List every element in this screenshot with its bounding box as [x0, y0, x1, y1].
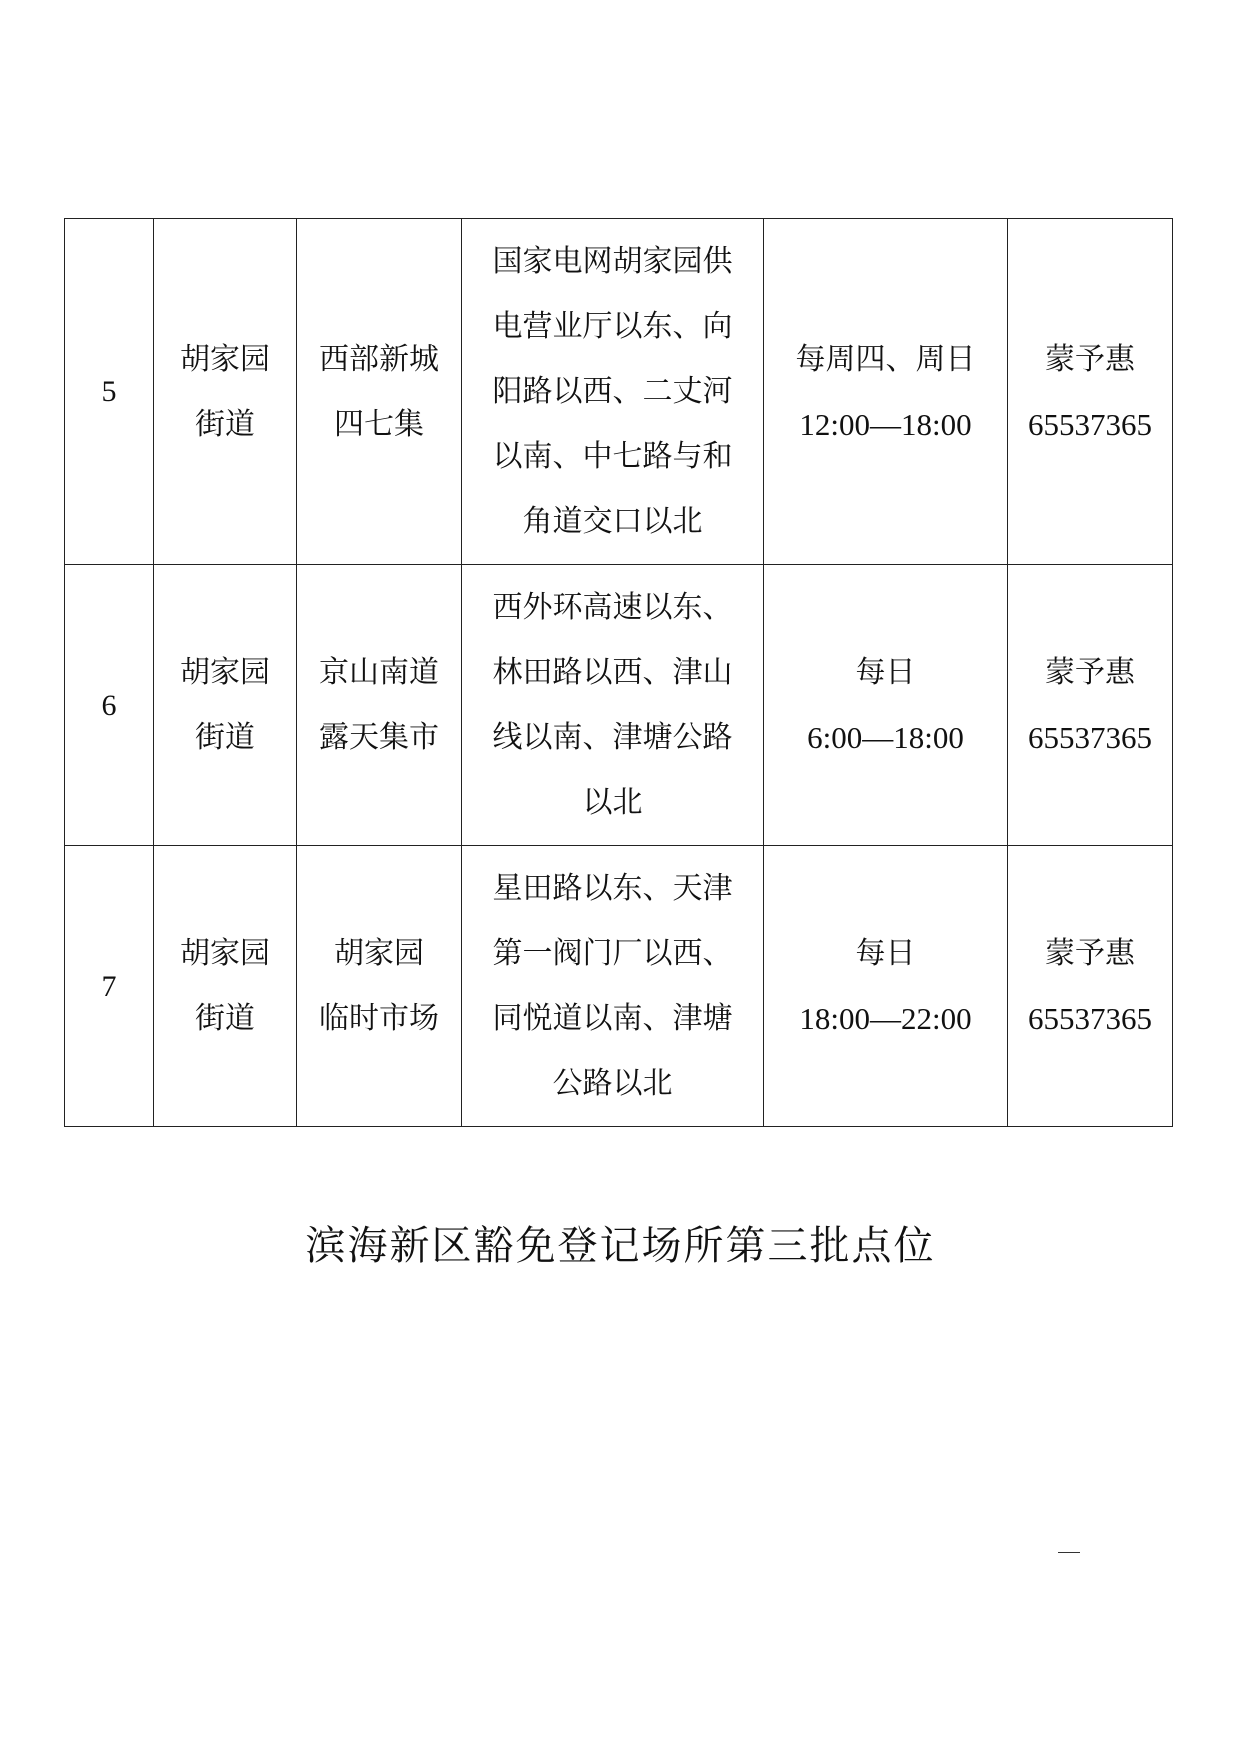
street-line: 胡家园	[180, 341, 270, 377]
table-row	[65, 219, 1173, 565]
street-cell	[154, 565, 297, 846]
range-line: 国家电网胡家园供	[492, 244, 733, 279]
section-title: 滨海新区豁免登记场所第三批点位	[305, 1223, 936, 1269]
time-cell	[764, 565, 1008, 846]
street-cell	[154, 219, 297, 565]
site-cell	[297, 219, 462, 565]
time-days: 每周四、周日	[795, 341, 976, 377]
range-cell	[462, 846, 764, 1127]
street-line: 胡家园	[180, 655, 270, 690]
range-line: 角道交口以北	[522, 504, 703, 539]
contact-cell	[1008, 565, 1173, 846]
street-line: 街道	[195, 1001, 255, 1036]
street-line: 街道	[195, 406, 255, 442]
range-line: 西外环高速以东、	[492, 590, 733, 625]
time-days: 每日	[855, 655, 916, 690]
time-hours: 18:00—22:00	[799, 1001, 972, 1036]
range-line: 第一阀门厂以西、	[492, 936, 733, 971]
street-line: 胡家园	[180, 936, 270, 971]
site-line: 露天集市	[319, 720, 439, 755]
site-cell	[297, 565, 462, 846]
table-row	[65, 565, 1173, 846]
contact-cell	[1008, 846, 1173, 1127]
range-line: 电营业厅以东、向	[492, 309, 733, 344]
contact-phone: 65537365	[1028, 406, 1152, 442]
page-mark	[1058, 1552, 1080, 1553]
time-hours: 6:00—18:00	[807, 720, 964, 755]
contact-name: 蒙予惠	[1045, 936, 1135, 971]
site-line: 临时市场	[319, 1001, 439, 1036]
range-cell	[462, 219, 764, 565]
site-line: 四七集	[334, 406, 424, 442]
time-cell	[764, 846, 1008, 1127]
contact-cell	[1008, 219, 1173, 565]
range-line: 以南、中七路与和	[492, 439, 733, 474]
street-line: 街道	[195, 720, 255, 755]
range-line: 以北	[582, 785, 643, 820]
range-cell	[462, 565, 764, 846]
range-line: 线以南、津塘公路	[492, 720, 733, 755]
contact-phone: 65537365	[1028, 1001, 1152, 1036]
site-line: 西部新城	[319, 341, 439, 377]
row-number: 7	[65, 846, 154, 1127]
row-number: 5	[65, 219, 154, 565]
contact-name: 蒙予惠	[1045, 341, 1135, 377]
row-number: 6	[65, 565, 154, 846]
table-row	[65, 846, 1173, 1127]
site-line: 胡家园	[334, 936, 424, 971]
site-line: 京山南道	[319, 655, 439, 690]
range-line: 公路以北	[552, 1066, 673, 1101]
time-hours: 12:00—18:00	[799, 406, 972, 442]
time-cell	[764, 219, 1008, 565]
site-cell	[297, 846, 462, 1127]
contact-phone: 65537365	[1028, 720, 1152, 755]
range-line: 星田路以东、天津	[492, 871, 733, 906]
time-days: 每日	[855, 936, 916, 971]
range-line: 同悦道以南、津塘	[492, 1001, 733, 1036]
contact-name: 蒙予惠	[1045, 655, 1135, 690]
range-line: 阳路以西、二丈河	[492, 374, 733, 409]
sites-table	[64, 218, 1173, 1127]
range-line: 林田路以西、津山	[492, 655, 733, 690]
street-cell	[154, 846, 297, 1127]
